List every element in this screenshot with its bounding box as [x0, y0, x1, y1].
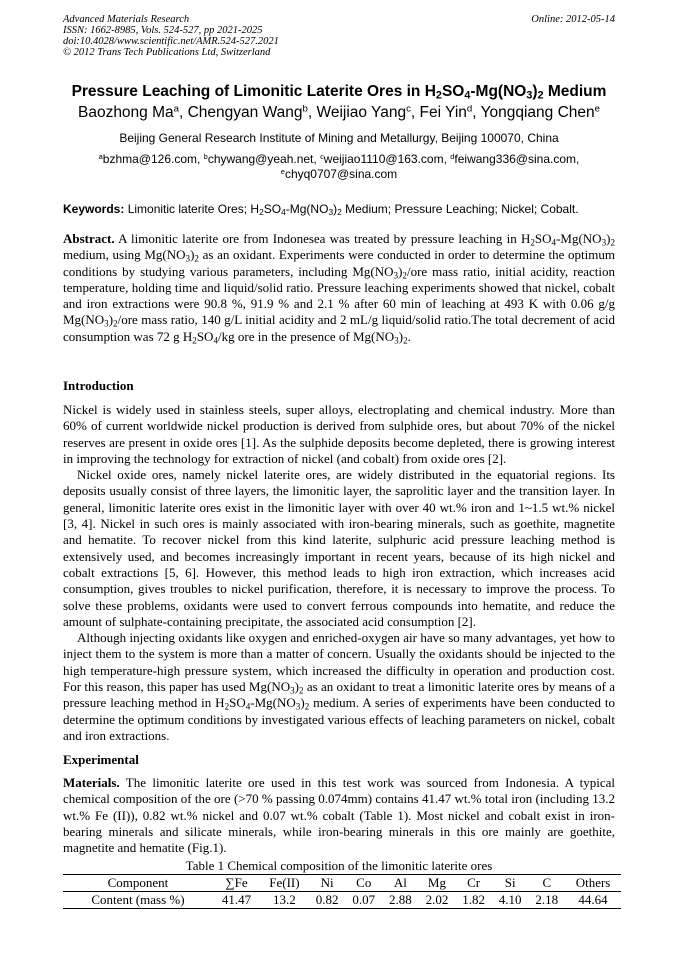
keywords-text: ): [333, 202, 338, 216]
keywords: [63, 202, 623, 216]
intro-sub: 2: [224, 701, 230, 712]
intro-sub: 3: [290, 685, 295, 696]
email-link[interactable]: feiwang336@sina.com: [454, 152, 577, 166]
abstract-text: ): [108, 312, 114, 328]
author-affil-mark: c: [406, 103, 411, 115]
intro-text: ): [294, 679, 299, 695]
email-sep: ,: [443, 152, 451, 166]
abstract-sub: 2: [610, 237, 615, 248]
abstract-text: /ore mass ratio, initial acidity, reaction temperature, holding time and liquid/solid ratio. Pressure leaching experiments showed that nickel, cobalt and iron extractions were 90.8 %, 91.9 % and 2.1 % after 60 min of leaching at 493 K with 0.06 g/g Mg(NO: [63, 263, 615, 328]
author-affil-mark: e: [594, 103, 601, 115]
author-sep: ,: [307, 104, 317, 121]
abstract-sub: 2: [194, 253, 199, 264]
abstract-sub: 2: [403, 335, 408, 346]
abstract-sub: 2: [402, 269, 407, 280]
paper-title: [40, 83, 638, 101]
author-sep: ,: [410, 104, 420, 121]
abstract-sub: 3: [601, 237, 607, 248]
intro-sub: 2: [298, 685, 304, 696]
table-cell: 4.10: [498, 892, 522, 907]
author-affil-mark: b: [302, 103, 308, 115]
email-link[interactable]: bzhma@126.com: [102, 152, 197, 166]
table-cell: 1.82: [462, 892, 485, 907]
table-header-cell: Ni: [320, 875, 334, 890]
introduction-heading: Introduction: [63, 378, 134, 393]
copyright-line: © 2012 Trans Tech Publications Ltd, Switzerland: [63, 47, 271, 58]
title-text: ): [532, 83, 538, 100]
abstract-text: ): [190, 247, 195, 263]
materials-text: The limonitic laterite ore used in this test work was sourced from Indonesia. A typical chemical composition of the ore (>70 % passing 0.074mm) contains 41.47 wt.% total iron (including 13.2 wt.% Fe (II)), 0.82 wt.% nickel and 0.07 wt.% cobalt (Table 1). Most nickel and cobalt exist in iron-bearing minerals and silicate minerals, while iron-bearing minerals in this ore mainly are goethite, magnetite and hematite (Fig.1).: [63, 775, 615, 856]
abstract-sub: 3: [185, 253, 191, 264]
table-cell: 2.18: [535, 892, 559, 907]
keywords-sub: 2: [259, 207, 264, 218]
doi-line[interactable]: doi:10.4028/www.scientific.net/AMR.524-527.2021: [63, 36, 279, 47]
author-name: Baozhong Ma: [77, 104, 174, 121]
abstract-text: A limonitic laterite ore from Indonesea was treated by pressure leaching in H: [114, 231, 531, 246]
intro-text: medium. A series of experiments have been conducted to determine the optimum conditions by investigated various effects of leaching parameters on nickel, cobalt and iron extractions.: [63, 695, 616, 743]
abstract-text: ): [398, 328, 404, 344]
intro-sub: 4: [245, 701, 251, 712]
abstract-text: .: [407, 328, 411, 344]
abstract: [63, 231, 615, 345]
table-cell: Content (mass %): [91, 892, 185, 907]
email-mark: a: [98, 151, 103, 161]
keywords-text: -Mg(NO: [285, 202, 329, 216]
abstract-text: -Mg(NO: [556, 231, 602, 246]
email-link[interactable]: weijiao1110@163.com: [323, 152, 444, 166]
email-link[interactable]: chywang@yeah.net: [207, 152, 314, 166]
title-text: Pressure Leaching of Limonitic Laterite Ores in H: [71, 83, 436, 100]
intro-text: SO: [229, 695, 246, 711]
intro-text: as an oxidant to treat a limonitic laterite ores by means of a pressure leaching method in H: [63, 679, 615, 711]
table-cell: 41.47: [221, 892, 252, 907]
table-header-cell: Mg: [427, 875, 446, 890]
keywords-text: Limonitic laterite Ores; H: [124, 202, 260, 216]
email-mark: d: [450, 151, 455, 161]
author-name: Fei Yin: [419, 104, 467, 121]
email-mark: b: [203, 151, 208, 161]
abstract-text: ): [606, 231, 611, 246]
title-sub: 2: [435, 89, 442, 102]
intro-sub: 3: [295, 701, 301, 712]
title-sub: 2: [537, 89, 544, 102]
email-sep: ,: [313, 152, 321, 166]
keywords-text: SO: [263, 202, 282, 216]
email-link[interactable]: chyq0707@sina.com: [284, 167, 398, 181]
table-header-cell: Cr: [467, 875, 481, 890]
abstract-sub: 3: [393, 269, 399, 280]
table-row: [63, 892, 621, 909]
intro-text: Although injecting oxidants like oxygen and enriched-oxygen air have so many advantages, yet how to inject them to the system is more than a matter of concern. Usually the oxidants should be injected to the high temperature-high pressure system, which increased the difficulty in operation and production cost. For this reason, this paper has used Mg(NO: [63, 630, 615, 695]
abstract-text: /ore mass ratio, 140 g/L initial acidity and 2 mL/g liquid/solid ratio.The total decrement of acid consumption was 72 g H: [63, 312, 615, 344]
journal-header: [63, 14, 615, 58]
author-name: Yongqiang Chen: [480, 104, 595, 121]
materials-paragraph: [63, 775, 615, 856]
title-text: -Mg(NO: [470, 83, 527, 100]
table-caption: Table 1 Chemical composition of the limonitic laterite ores: [185, 858, 493, 873]
abstract-sub: 2: [113, 318, 118, 329]
author-list: [30, 104, 648, 122]
title-sub: 4: [464, 89, 471, 102]
table-header-cell: Fe(II): [269, 875, 300, 890]
intro-paragraph-3: [63, 630, 615, 744]
abstract-sub: 3: [104, 318, 109, 329]
title-sub: 3: [526, 89, 533, 102]
introduction-body: [63, 402, 615, 744]
online-date: Online: 2012-05-14: [531, 14, 615, 25]
author-affil-mark: d: [466, 103, 473, 115]
keywords-label: Keywords:: [63, 202, 125, 216]
table-header-cell: ∑Fe: [225, 875, 248, 890]
abstract-text: as an oxidant. Experiments were conducted in order to determine the optimum conditions by studying various parameters, including Mg(NO: [63, 247, 615, 279]
email-mark: e: [280, 166, 285, 176]
abstract-sub: 2: [192, 335, 197, 346]
table-header-cell: Others: [575, 875, 611, 890]
author-name: Weijiao Yang: [316, 104, 407, 121]
intro-paragraph-2: Nickel oxide ores, namely nickel laterite ores, are widely distributed in the equatorial regions. Its deposits usually consist of three layers, the limonitic layer, the saprolitic layer and the transition layer. In general, limonitic laterite ores exist in the limonitic layer with over 40 wt.% iron and 1~1.5 wt.% nickel [3, 4]. Nickel in such ores is mainly associated with iron-bearing minerals, such as goethite, magnetite and hematite. To recover nickel from this kind laterite, sulphuric acid pressure leaching method is extensively used, and becomes increasingly important in recent years, because of its high nickel and cobalt extractions [5, 6]. However, this method leads to high iron extraction, which increases acid consumption, gives troubles to nickel purification, therefore, it is necessary to improve the process. To solve these problems, oxidants were used to convert ferrous compounds into hematite, and reduce the amount of sulphate-containing precipitate, the associated acid consumption [2].: [63, 467, 615, 629]
author-sep: ,: [178, 104, 188, 121]
abstract-label: Abstract.: [63, 231, 115, 246]
email-mark: c: [320, 151, 324, 161]
email-sep: ,: [197, 152, 204, 166]
abstract-text: /kg ore in the presence of Mg(NO: [218, 328, 395, 344]
table-header-cell: Component: [107, 875, 169, 890]
keywords-sub: 4: [281, 207, 286, 218]
abstract-sub: 4: [551, 237, 557, 248]
author-name: Chengyan Wang: [187, 104, 303, 121]
table-cell: 13.2: [273, 892, 296, 907]
table-header-cell: C: [542, 875, 552, 890]
table-header-row: [63, 875, 621, 892]
issn-line: ISSN: 1662-8985, Vols. 524-527, pp 2021-2025: [63, 25, 263, 36]
table-cell: 0.82: [315, 892, 339, 907]
table-header-cell: Si: [504, 875, 516, 890]
table-cell: 44.64: [578, 892, 608, 907]
table-cell: 0.07: [352, 892, 376, 907]
author-sep: ,: [472, 104, 481, 121]
abstract-text: medium, using Mg(NO: [63, 247, 186, 263]
keywords-text: Medium; Pressure Leaching; Nickel; Cobalt.: [341, 202, 579, 216]
table-cell: 2.88: [388, 892, 412, 907]
table-cell: 2.02: [425, 892, 449, 907]
abstract-sub: 2: [530, 237, 535, 248]
abstract-text: SO: [534, 231, 552, 246]
experimental-heading: Experimental: [63, 752, 139, 767]
keywords-sub: 3: [328, 207, 334, 218]
intro-paragraph-1: Nickel is widely used in stainless steels, super alloys, electroplating and chemical industry. More than 60% of current worldwide nickel production is derived from sulphide ores, but about 70% of the nickel reserves are present in oxide ores [1]. As the sulphide deposits become depleted, there is growing interest in improving the technology for extraction of nickel (and cobalt) from oxide ores [2].: [63, 402, 615, 466]
intro-sub: 2: [304, 701, 310, 712]
abstract-sub: 4: [213, 335, 218, 346]
abstract-text: ): [398, 263, 403, 279]
abstract-sub: 3: [394, 335, 399, 346]
title-text: Medium: [543, 83, 607, 100]
affiliation: Beijing General Research Institute of Mining and Metallurgy, Beijing 100070, China: [119, 131, 559, 145]
email-list: [40, 152, 638, 182]
composition-table: [63, 874, 621, 909]
author-affil-mark: a: [173, 103, 179, 115]
journal-name: Advanced Materials Research: [63, 14, 190, 25]
keywords-sub: 2: [337, 207, 342, 218]
intro-text: -Mg(NO: [250, 695, 296, 711]
table-header-cell: Al: [393, 875, 407, 890]
table-header-cell: Co: [356, 875, 372, 890]
title-text: SO: [441, 83, 465, 100]
abstract-text: SO: [196, 328, 214, 344]
intro-text: ): [300, 695, 305, 711]
email-sep: ,: [576, 152, 580, 166]
materials-label: Materials.: [63, 775, 120, 790]
